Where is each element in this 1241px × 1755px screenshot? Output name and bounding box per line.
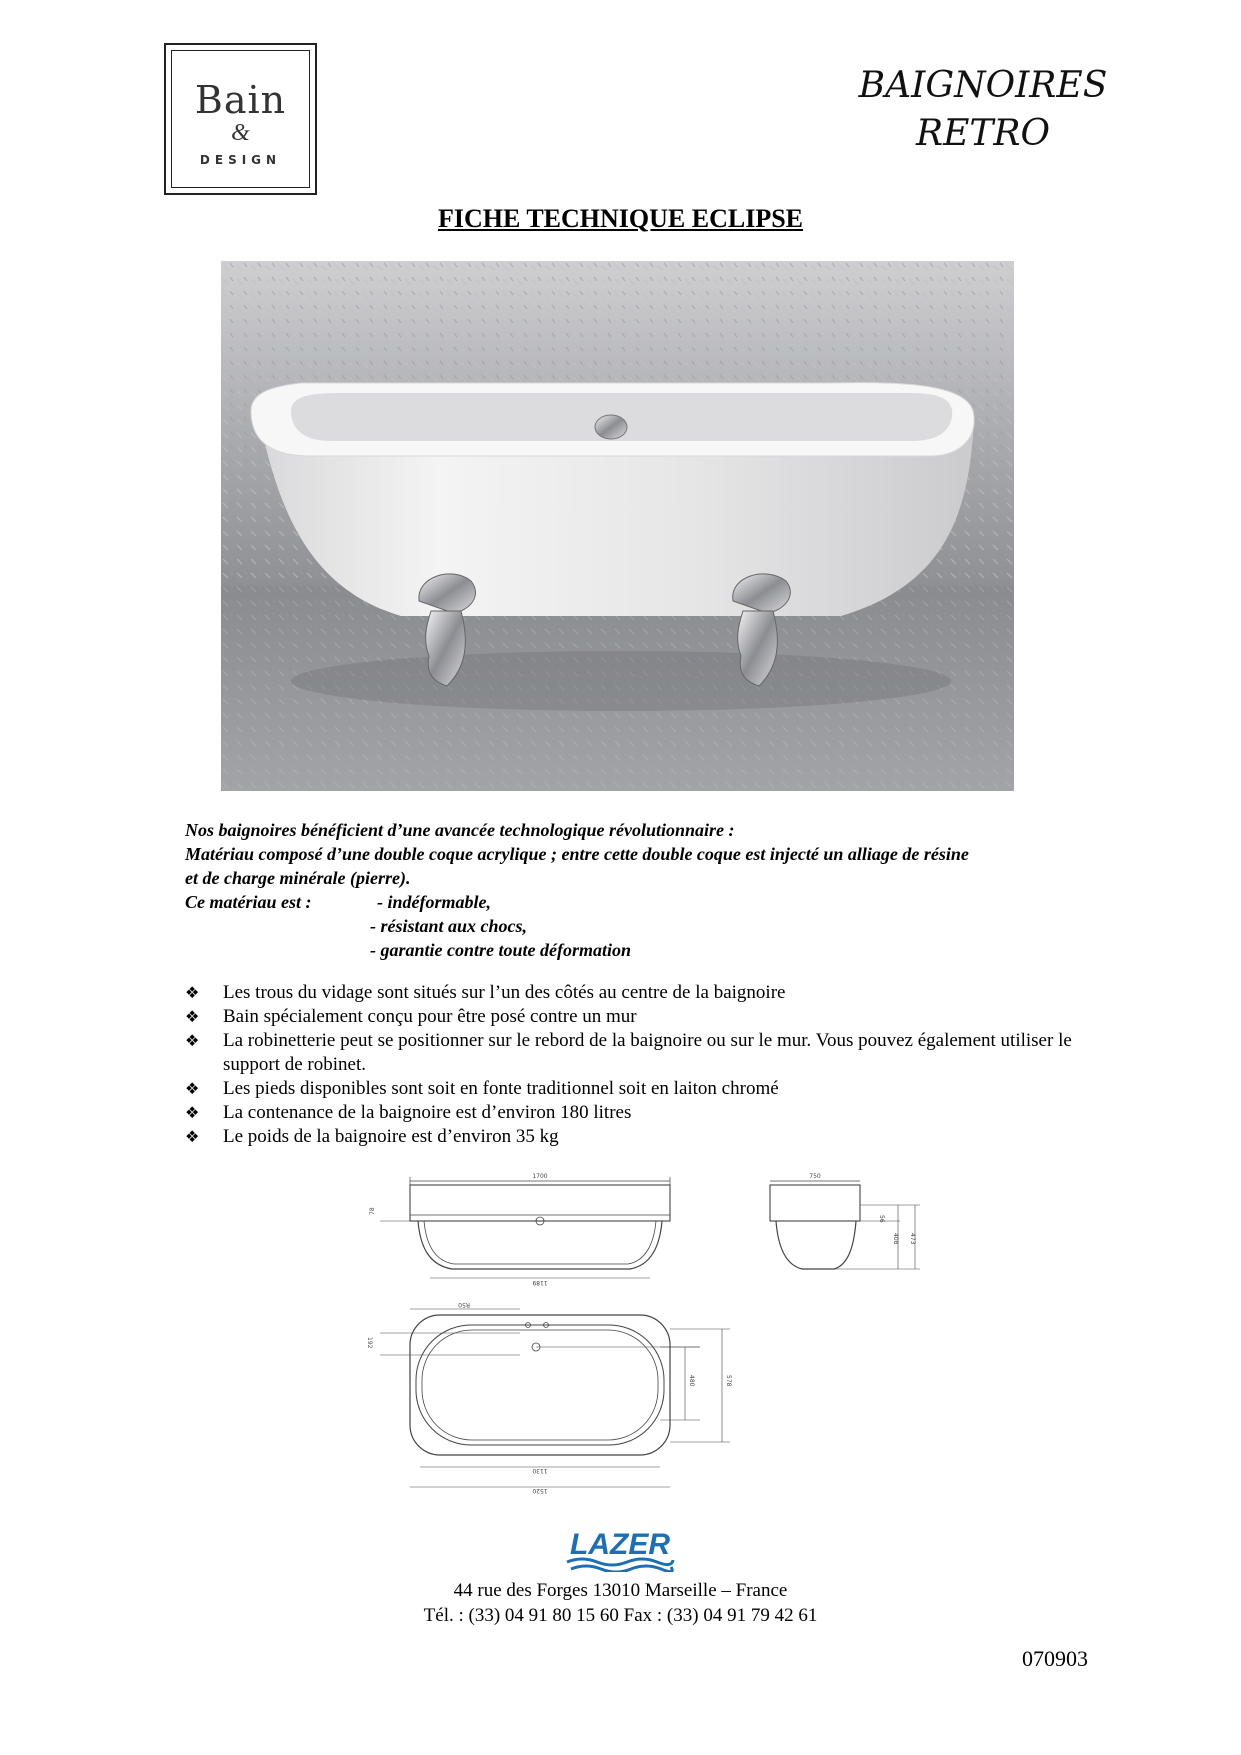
- intro-text: [185, 818, 1115, 962]
- logo-text-design: DESIGN: [199, 153, 282, 167]
- feature-list: [185, 981, 1085, 1149]
- dim-side-height: 78: [369, 1207, 376, 1215]
- intro-line-3: et de charge minérale (pierre).: [185, 868, 411, 888]
- bullet-icon: ❖: [185, 1031, 200, 1050]
- technical-drawings: [340, 1165, 960, 1500]
- list-item: ❖ Les pieds disponibles sont soit en fonte traditionnel soit en laiton chromé: [185, 1078, 779, 1099]
- dim-top-w2: 578: [725, 1375, 732, 1387]
- material-property-row: [185, 938, 1115, 962]
- dim-radius: R50: [458, 1301, 470, 1308]
- top-view: [366, 1301, 732, 1494]
- page-title-text: FICHE TECHNIQUE ECLIPSE: [437, 204, 804, 233]
- brand-logo: [164, 43, 317, 195]
- product-photo: [221, 261, 1014, 791]
- bullet-icon: ❖: [185, 1079, 200, 1098]
- property-3: - garantie contre toute déformation: [370, 940, 631, 960]
- list-item: ❖ La robinetterie peut se positionner sur le rebord de la baignoire ou sur le mur. Vous pouvez également utiliser le support de robinet.: [185, 1030, 1072, 1075]
- dim-length: 1700: [532, 1173, 548, 1180]
- address-line: 44 rue des Forges 13010 Marseille – France: [453, 1580, 788, 1601]
- dim-top-length: 1130: [532, 1467, 548, 1474]
- material-property-row: [185, 914, 1115, 938]
- dim-width: 750: [809, 1173, 821, 1180]
- document-number: 070903: [1022, 1646, 1088, 1671]
- list-item: ❖ Les trous du vidage sont situés sur l’un des côtés au centre de la baignoire: [185, 982, 786, 1003]
- bullet-icon: ❖: [185, 1007, 200, 1026]
- header-line-2: RETRO: [915, 113, 1050, 154]
- brand-logo-frame: [171, 50, 310, 188]
- lazer-logo-graphic: [555, 1526, 685, 1572]
- list-item: ❖ Le poids de la baignoire est d’environ 35 kg: [185, 1126, 559, 1147]
- company-address: [0, 1578, 1241, 1628]
- intro-line-2: Matériau composé d’une double coque acrylique ; entre cette double coque est injecté un alliage de résine: [185, 844, 969, 864]
- end-view: [770, 1173, 920, 1269]
- logo-ampersand: &: [231, 120, 250, 146]
- bullet-icon: ❖: [185, 1103, 200, 1122]
- header-line-1: BAIGNOIRES: [858, 65, 1108, 106]
- bullet-icon: ❖: [185, 983, 200, 1002]
- dim-top-w1: 480: [688, 1375, 695, 1387]
- material-properties: [185, 890, 1115, 914]
- dim-d3: 473: [909, 1233, 916, 1245]
- list-item: ❖ Bain spécialement conçu pour être posé contre un mur: [185, 1006, 637, 1027]
- contact-line: Tél. : (33) 04 91 80 15 60 Fax : (33) 04 91 79 42 61: [423, 1605, 818, 1626]
- dim-top-total: 1520: [532, 1487, 548, 1494]
- bullet-icon: ❖: [185, 1127, 200, 1146]
- list-item: ❖ La contenance de la baignoire est d’environ 180 litres: [185, 1102, 632, 1123]
- page-title: [0, 204, 1241, 234]
- lazer-logo-text: LAZER: [570, 1528, 670, 1561]
- dim-d1: 56: [878, 1215, 885, 1223]
- property-2: - résistant aux chocs,: [370, 916, 528, 936]
- bathtub-illustration: [221, 261, 1014, 791]
- material-label: Ce matériau est :: [185, 892, 312, 912]
- intro-line-1: Nos baignoires bénéficient d’une avancée technologique révolutionnaire :: [185, 820, 735, 840]
- dim-inner-length: 1189: [532, 1279, 548, 1286]
- lazer-logo: [555, 1526, 685, 1572]
- dimension-drawings: [340, 1165, 960, 1500]
- property-1: - indéformable,: [377, 892, 491, 912]
- side-view: [369, 1173, 670, 1286]
- dim-d2: 408: [892, 1233, 899, 1245]
- header-category: [833, 62, 1133, 158]
- dim-top-side: 192: [366, 1337, 373, 1349]
- logo-text-bain: Bain: [194, 78, 287, 122]
